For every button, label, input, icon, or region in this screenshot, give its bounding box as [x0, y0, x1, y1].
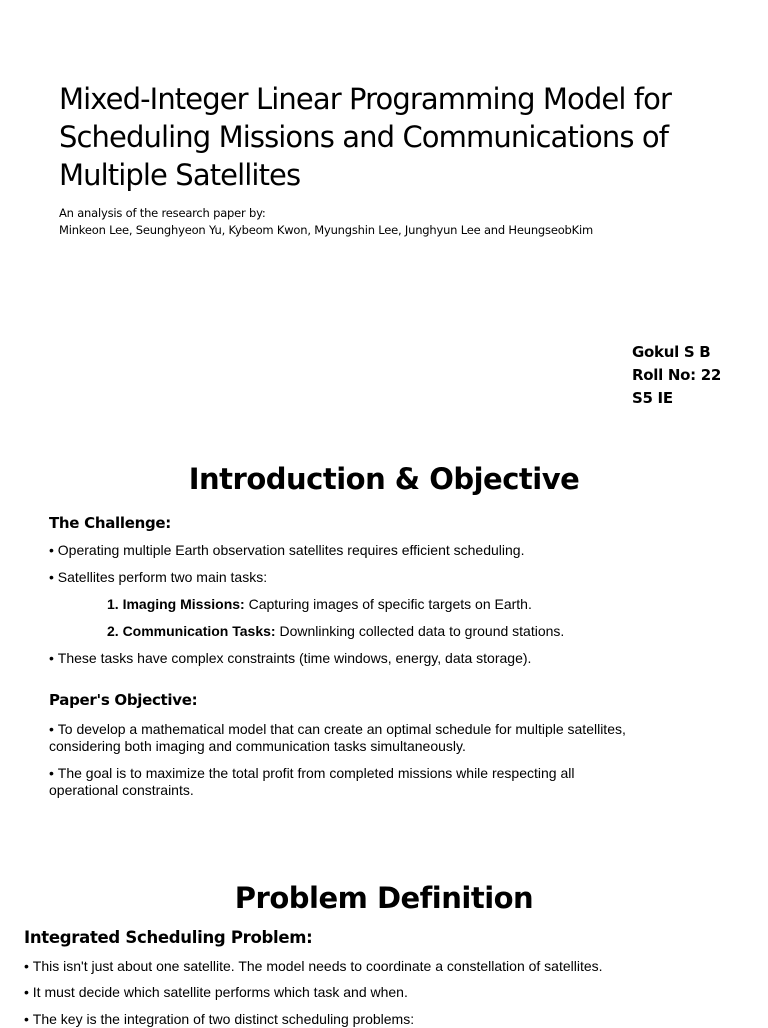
task-label: 1. Imaging Missions: — [107, 596, 245, 612]
objective-bullet: • To develop a mathematical model that can create an optimal schedule for multiple satellites, considering both imaging and communication tasks simultaneously. — [49, 721, 659, 755]
problem-bullet: • This isn't just about one satellite. The model needs to coordinate a constellation of satellites. — [24, 958, 724, 975]
intro-heading: Introduction & Objective — [188, 462, 580, 496]
objective-heading: Paper's Objective: — [49, 691, 198, 709]
author-block — [632, 341, 762, 410]
paper-title: Mixed-Integer Linear Programming Model for Scheduling Missions and Communications of Multiple Satellites — [59, 82, 671, 192]
subtitle-intro: An analysis of the research paper by: — [59, 206, 266, 220]
task-label: 2. Communication Tasks: — [107, 623, 276, 639]
task-item-imaging — [107, 596, 747, 613]
task-text: Capturing images of specific targets on Earth. — [244, 596, 532, 612]
subtitle-authors: Minkeon Lee, Seunghyeon Yu, Kybeom Kwon, Myungshin Lee, Junghyun Lee and HeungseobKim — [59, 223, 593, 237]
subtitle — [59, 205, 759, 239]
challenge-bullet: • Operating multiple Earth observation satellites requires efficient scheduling. — [49, 542, 689, 559]
author-name: Gokul S B — [632, 343, 711, 361]
problem-bullet: • The key is the integration of two distinct scheduling problems: — [24, 1011, 724, 1028]
objective-bullet: • The goal is to maximize the total profit from completed missions while respecting all operational constraints. — [49, 765, 629, 799]
task-item-communication — [107, 623, 747, 640]
task-text: Downlinking collected data to ground stations. — [275, 623, 565, 639]
author-roll: Roll No: 22 — [632, 366, 722, 384]
challenge-heading: The Challenge: — [49, 514, 171, 532]
problem-subheading: Integrated Scheduling Problem: — [24, 928, 313, 947]
author-class: S5 IE — [632, 389, 673, 407]
problem-bullet: • It must decide which satellite performs which task and when. — [24, 984, 724, 1001]
challenge-bullet: • Satellites perform two main tasks: — [49, 569, 689, 586]
problem-heading: Problem Definition — [234, 881, 534, 915]
challenge-bullet: • These tasks have complex constraints (time windows, energy, data storage). — [49, 650, 689, 667]
